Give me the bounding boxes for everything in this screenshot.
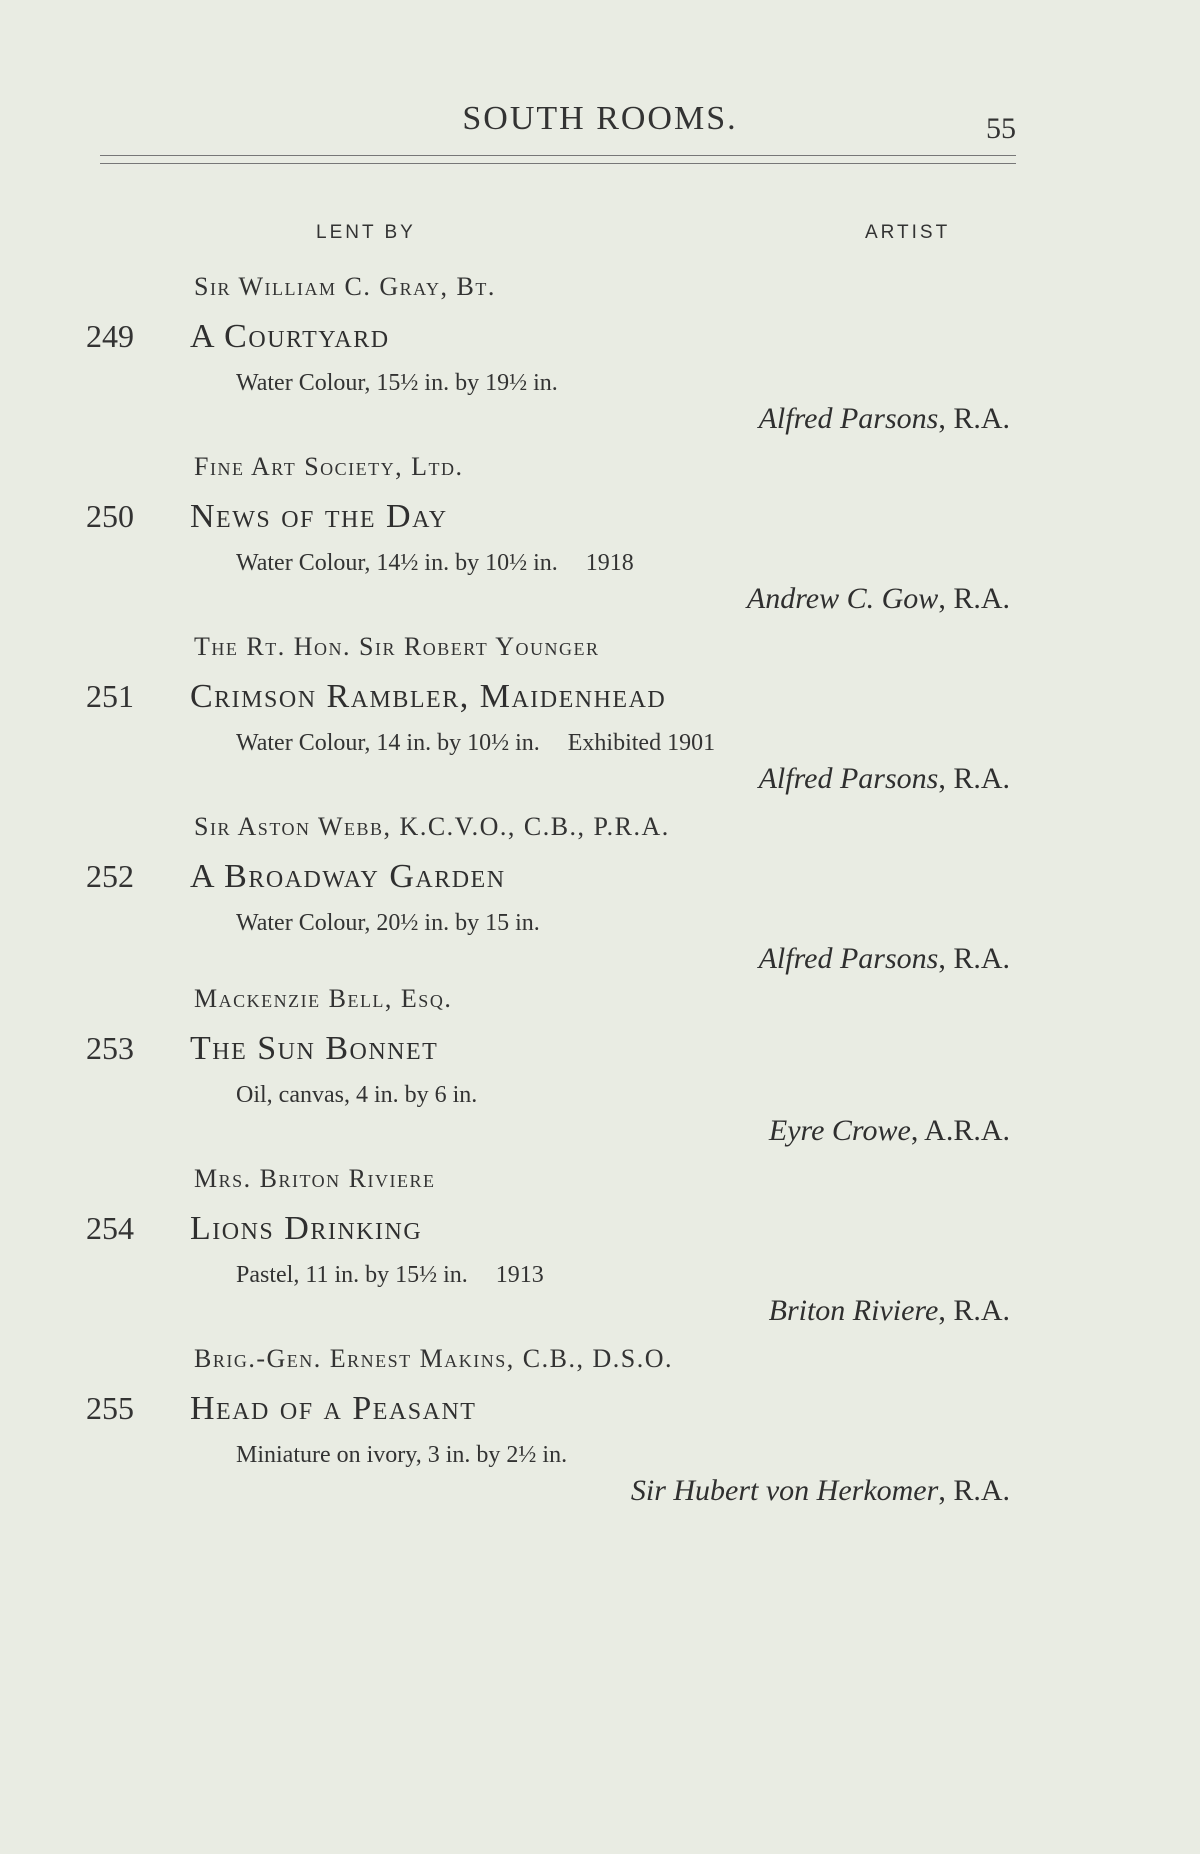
- artist-credit: [759, 402, 1010, 436]
- medium-and-size: Water Colour, 15½ in. by 19½ in.: [236, 370, 558, 396]
- entry-number: 252: [86, 858, 134, 894]
- artist-name: Alfred Parsons: [758, 942, 939, 975]
- artist-name: Briton Riviere: [768, 1294, 939, 1327]
- artwork-title: Crimson Rambler, Maidenhead: [190, 678, 667, 715]
- artist-name: Alfred Parsons: [758, 402, 939, 435]
- artwork-description: [236, 730, 715, 757]
- artwork-title: Lions Drinking: [190, 1210, 423, 1247]
- artist-honours: , R.A.: [938, 582, 1010, 615]
- artwork-description: [236, 910, 568, 937]
- artwork-year: 1918: [585, 550, 634, 576]
- lender-name: Fine Art Society, Ltd.: [194, 452, 464, 481]
- artist-credit: [769, 1294, 1010, 1328]
- medium-and-size: Water Colour, 20½ in. by 15 in.: [236, 910, 540, 936]
- artist-name: Andrew C. Gow: [746, 582, 939, 615]
- artwork-description: [236, 1262, 544, 1289]
- catalogue-entries: [0, 262, 1200, 1514]
- lender-name: Sir William C. Gray, Bt.: [194, 272, 496, 301]
- page-number: 55: [986, 112, 1016, 145]
- artist-credit: [631, 1474, 1010, 1508]
- entry-number: 255: [86, 1390, 134, 1426]
- artwork-description: [236, 1082, 505, 1109]
- lender-name: Brig.-Gen. Ernest Makins, C.B., D.S.O.: [194, 1344, 673, 1373]
- header-rule: [100, 155, 1016, 156]
- medium-and-size: Miniature on ivory, 3 in. by 2½ in.: [236, 1442, 568, 1468]
- catalogue-entry: [0, 622, 1200, 802]
- artist-honours: , A.R.A.: [910, 1114, 1010, 1147]
- artwork-title: News of the Day: [190, 498, 448, 535]
- catalogue-entry: [0, 1154, 1200, 1334]
- artwork-title: Head of a Peasant: [190, 1390, 477, 1427]
- artwork-year: 1913: [495, 1262, 544, 1288]
- entry-number: 250: [86, 498, 134, 534]
- artist-honours: , R.A.: [938, 402, 1010, 435]
- artist-credit: [759, 942, 1010, 976]
- artist-honours: , R.A.: [938, 1474, 1010, 1507]
- artist-name: Alfred Parsons: [758, 762, 939, 795]
- artist-credit: [747, 582, 1010, 616]
- entry-number: 254: [86, 1210, 134, 1246]
- artist-name: Sir Hubert von Herkomer: [630, 1474, 939, 1507]
- artwork-year: Exhibited 1901: [567, 730, 716, 756]
- catalogue-entry: [0, 802, 1200, 974]
- artwork-title: The Sun Bonnet: [190, 1030, 439, 1067]
- medium-and-size: Water Colour, 14 in. by 10½ in.: [236, 730, 540, 756]
- entry-number: 251: [86, 678, 134, 714]
- artwork-description: [236, 1442, 595, 1469]
- artwork-title: A Broadway Garden: [190, 858, 506, 895]
- running-head: SOUTH ROOMS.: [462, 100, 738, 137]
- entry-number: 249: [86, 318, 134, 354]
- medium-and-size: Oil, canvas, 4 in. by 6 in.: [236, 1082, 478, 1108]
- artist-name: Eyre Crowe: [768, 1114, 911, 1147]
- lent-by-column-heading: LENT BY: [316, 222, 416, 243]
- catalogue-entry: [0, 442, 1200, 622]
- medium-and-size: Water Colour, 14½ in. by 10½ in.: [236, 550, 558, 576]
- artist-column-heading: ARTIST: [865, 222, 951, 243]
- artist-credit: [769, 1114, 1010, 1148]
- artist-honours: , R.A.: [938, 942, 1010, 975]
- medium-and-size: Pastel, 11 in. by 15½ in.: [236, 1262, 468, 1288]
- artist-credit: [759, 762, 1010, 796]
- entry-number: 253: [86, 1030, 134, 1066]
- lender-name: Sir Aston Webb, K.C.V.O., C.B., P.R.A.: [194, 812, 670, 841]
- lender-name: Mackenzie Bell, Esq.: [194, 984, 453, 1013]
- lender-name: Mrs. Briton Riviere: [194, 1164, 436, 1193]
- artwork-description: [236, 370, 586, 397]
- catalogue-entry: [0, 1334, 1200, 1514]
- catalogue-entry: [0, 262, 1200, 442]
- artist-honours: , R.A.: [938, 1294, 1010, 1327]
- header-rule-thin: [100, 163, 1016, 164]
- artwork-title: A Courtyard: [190, 318, 390, 355]
- artwork-description: [236, 550, 634, 577]
- lender-name: The Rt. Hon. Sir Robert Younger: [194, 632, 600, 661]
- artist-honours: , R.A.: [938, 762, 1010, 795]
- catalogue-entry: [0, 974, 1200, 1154]
